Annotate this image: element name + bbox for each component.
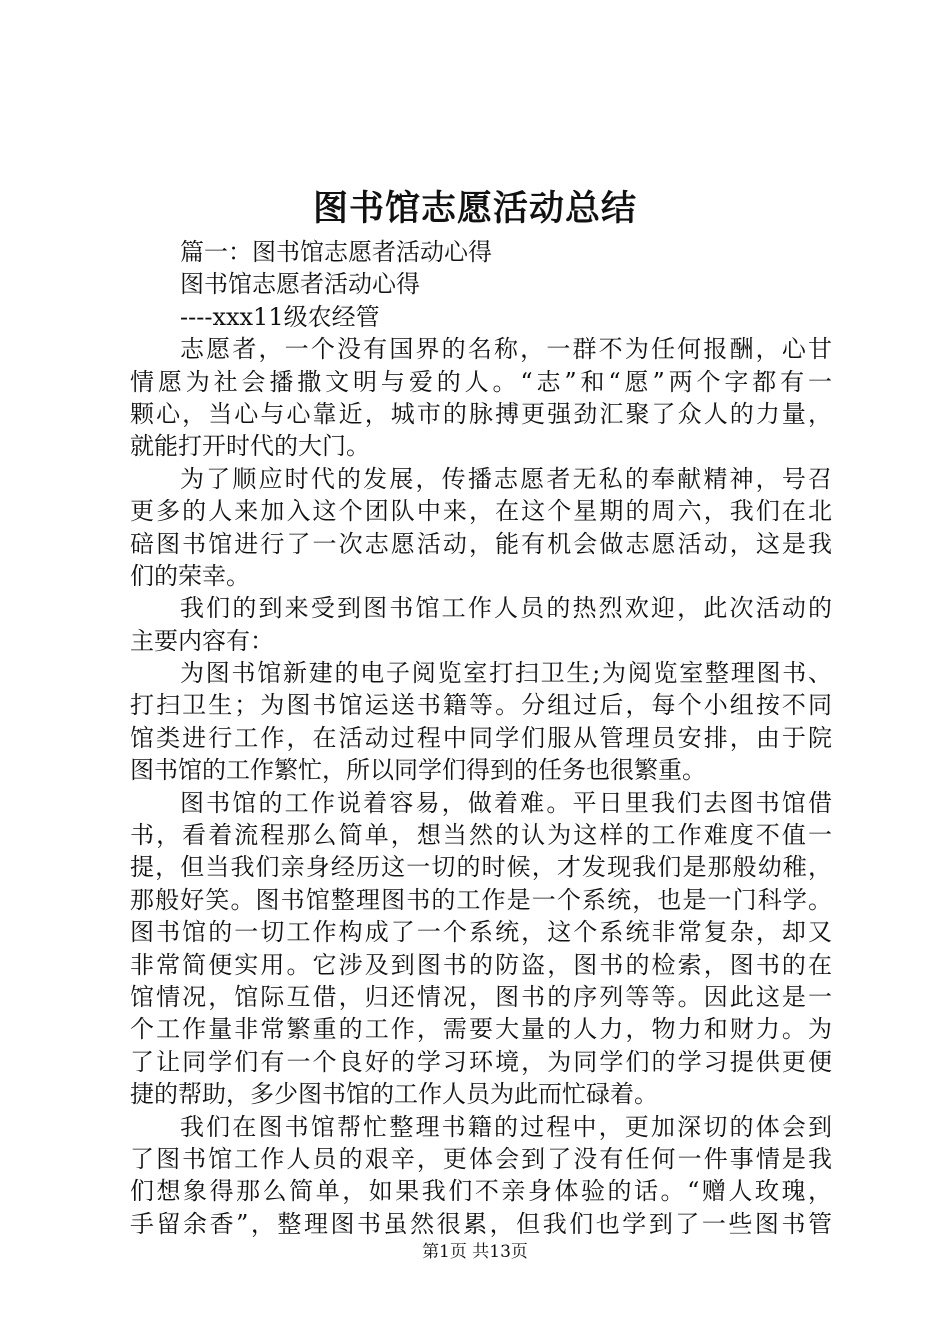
paragraph-line: 提，但当我们亲身经历这一切的时候，才发现我们是那般幼稚， bbox=[130, 853, 832, 882]
paragraph-line: 主要内容有： bbox=[130, 626, 274, 655]
paragraph-line: 碚图书馆进行了一次志愿活动，能有机会做志愿活动，这是我 bbox=[130, 529, 832, 558]
paragraph-line: 手留余香”，整理图书虽然很累，但我们也学到了一些图书管 bbox=[130, 1209, 832, 1238]
document-title: 图书馆志愿活动总结 bbox=[312, 188, 637, 229]
paragraph-line: 为了顺应时代的发展，传播志愿者无私的奉献精神，号召 bbox=[180, 464, 832, 493]
paragraph-line: 们想象得那么简单，如果我们不亲身体验的话。“赠人玫瑰， bbox=[130, 1177, 832, 1206]
paragraph-line: 了让同学们有一个良好的学习环境，为同学们的学习提供更便 bbox=[130, 1047, 832, 1076]
paragraph-line: 志愿者，一个没有国界的名称，一群不为任何报酬，心甘 bbox=[180, 335, 832, 364]
page-number: 第1页 共13页 bbox=[422, 1242, 528, 1262]
paragraph-line: 个工作量非常繁重的工作，需要大量的人力，物力和财力。为 bbox=[130, 1015, 832, 1044]
paragraph-line: 书，看着流程那么简单，想当然的认为这样的工作难度不值一 bbox=[130, 821, 832, 850]
paragraph-line: 我们的到来受到图书馆工作人员的热烈欢迎，此次活动的 bbox=[180, 594, 832, 623]
paragraph-line: 图书馆的工作说着容易，做着难。平日里我们去图书馆借 bbox=[180, 788, 832, 817]
paragraph-line: 捷的帮助，多少图书馆的工作人员为此而忙碌着。 bbox=[130, 1080, 658, 1109]
paragraph-line: 图书馆的一切工作构成了一个系统，这个系统非常复杂，却又 bbox=[130, 918, 832, 947]
paragraph-line: 我们在图书馆帮忙整理书籍的过程中，更加深切的体会到 bbox=[180, 1112, 832, 1141]
paragraph-line: 那般好笑。图书馆整理图书的工作是一个系统，也是一门科学。 bbox=[130, 885, 832, 914]
paragraph-line: 打扫卫生；为图书馆运送书籍等。分组过后，每个小组按不同 bbox=[130, 691, 832, 720]
paragraph-line: 馆情况，馆际互借，归还情况，图书的序列等等。因此这是一 bbox=[130, 982, 832, 1011]
paragraph-line: 了图书馆工作人员的艰辛，更体会到了没有任何一件事情是我 bbox=[130, 1144, 832, 1173]
paragraph-line: 非常简便实用。它涉及到图书的防盗，图书的检索，图书的在 bbox=[130, 950, 832, 979]
paragraph-line: 颗心，当心与心靠近，城市的脉搏更强劲汇聚了众人的力量， bbox=[130, 399, 832, 428]
paragraph-line: 为图书馆新建的电子阅览室打扫卫生;为阅览室整理图书、 bbox=[180, 659, 832, 688]
document-body bbox=[130, 236, 832, 1240]
paragraph-line: 就能打开时代的大门。 bbox=[130, 432, 370, 461]
article-heading: 图书馆志愿者活动心得 bbox=[180, 270, 420, 299]
section-heading: 篇一：图书馆志愿者活动心得 bbox=[180, 238, 492, 266]
paragraph-line: 情愿为社会播撒文明与爱的人。“志”和“愿”两个字都有一 bbox=[130, 367, 832, 396]
paragraph-line: 馆类进行工作，在活动过程中同学们服从管理员安排，由于院 bbox=[130, 723, 832, 752]
paragraph-line: 更多的人来加入这个团队中来，在这个星期的周六，我们在北 bbox=[130, 497, 832, 526]
paragraph-line: 图书馆的工作繁忙，所以同学们得到的任务也很繁重。 bbox=[130, 756, 706, 785]
author-line: ----xxx11级农经管 bbox=[180, 302, 380, 331]
paragraph-line: 们的荣幸。 bbox=[130, 561, 250, 590]
